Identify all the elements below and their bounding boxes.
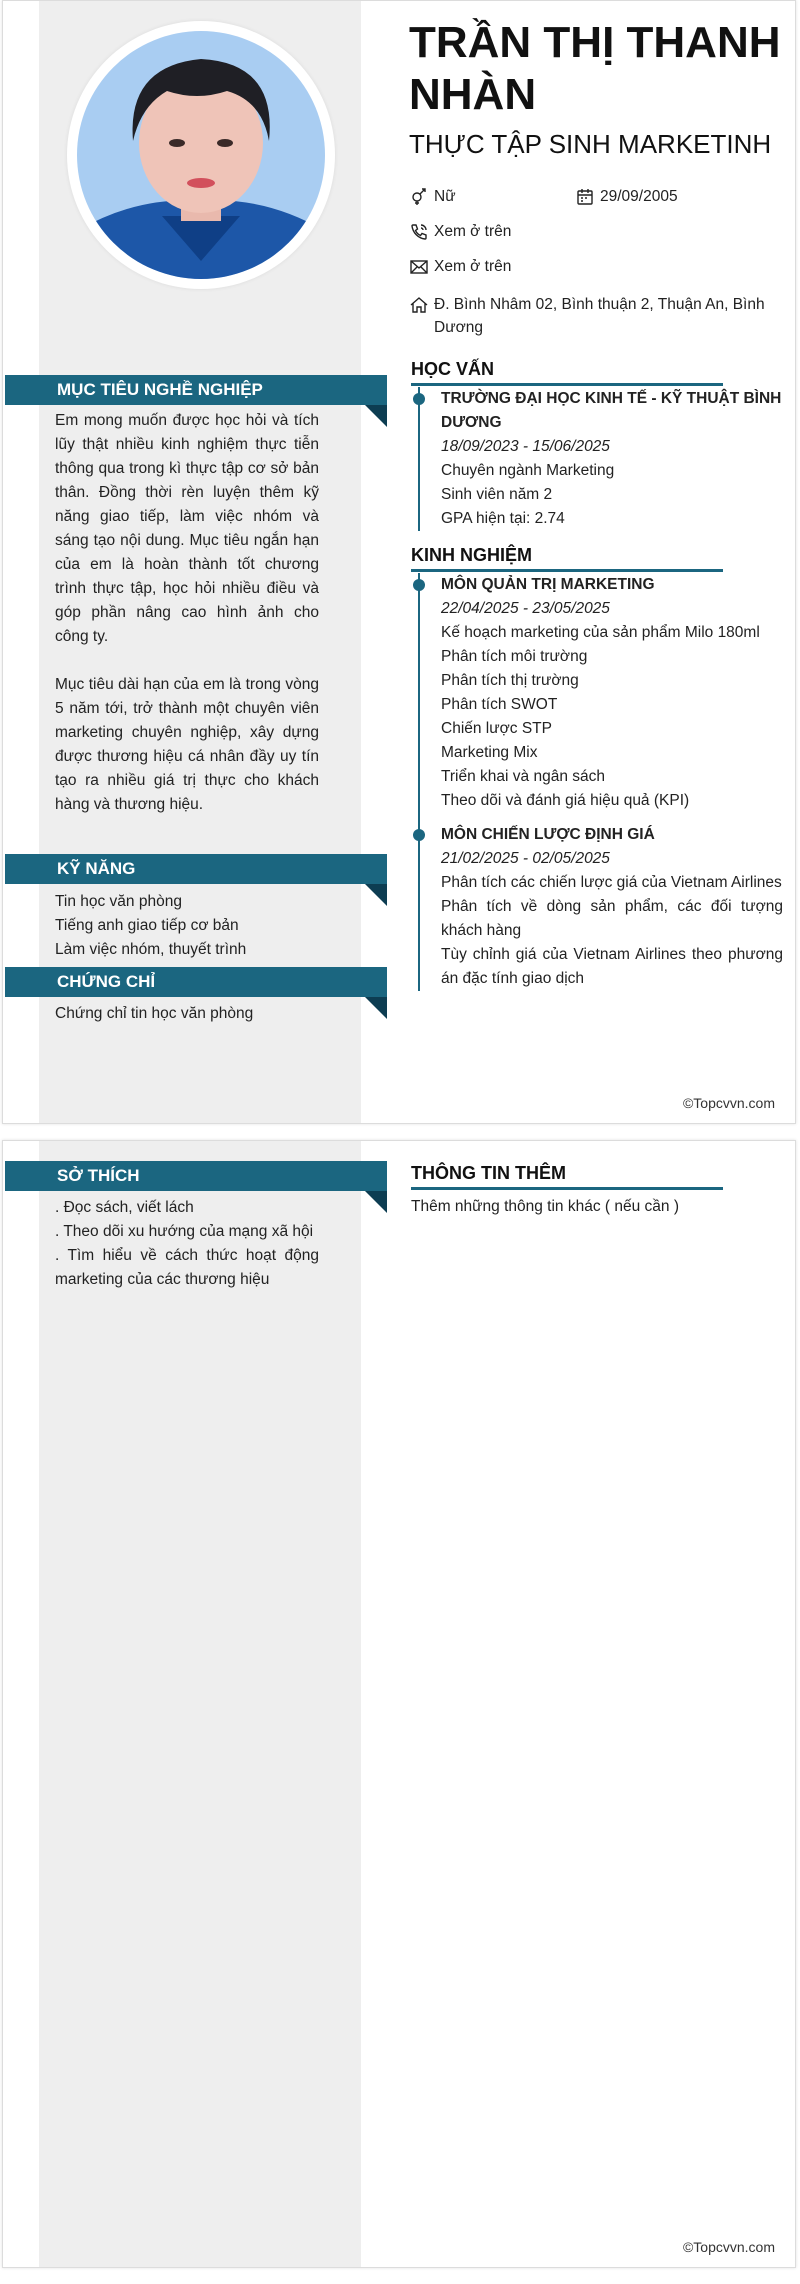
entry-line: Chuyên ngành Marketing <box>441 462 615 479</box>
certificates-heading: CHỨNG CHỈ <box>5 967 387 997</box>
candidate-position: THỰC TẬP SINH MARKETINH <box>409 129 772 159</box>
entry-title: MÔN CHIẾN LƯỢC ĐỊNH GIÁ <box>441 826 655 843</box>
hobby-item: . Theo dõi xu hướng của mạng xã hội <box>55 1223 314 1240</box>
entry-line: Phân tích về dòng sản phẩm, các đối tượng khách hàng <box>441 898 783 939</box>
entry-title: MÔN QUẢN TRỊ MARKETING <box>441 576 655 593</box>
phone-row <box>409 220 511 243</box>
additional-info-heading: THÔNG TIN THÊM <box>411 1161 723 1190</box>
skill-item: Làm việc nhóm, thuyết trình <box>55 941 247 958</box>
objective-body <box>55 409 319 817</box>
candidate-name: TRẦN THỊ THANH NHÀN <box>409 18 781 119</box>
entry-line: Kế hoạch marketing của sản phẩm Milo 180ml <box>441 624 760 641</box>
ribbon-fold <box>365 884 387 906</box>
education-timeline <box>418 387 783 531</box>
entry-line: Chiến lược STP <box>441 720 552 737</box>
address-value: Đ. Bình Nhâm 02, Bình thuận 2, Thuận An, Bình Dương <box>434 296 765 336</box>
entry-line: Theo dõi và đánh giá hiệu quả (KPI) <box>441 792 690 809</box>
objective-paragraph: Em mong muốn được học hỏi và tích lũy thật nhiều kinh nghiệm thực tiễn thông qua trong kì thực tập cơ sở bản thân. Đồng thời rèn luyện thêm kỹ năng giao tiếp, làm việc nhóm và sáng tạo nội dung. Mục tiêu ngắn hạn của em là hoàn thành tốt chương trình thực tập, học hỏi nhiều điều và góp phần nâng cao hình ảnh cho công ty. <box>55 412 319 645</box>
additional-info-text: Thêm những thông tin khác ( nếu cần ) <box>411 1198 680 1215</box>
education-entry <box>441 387 783 531</box>
entry-line: GPA hiện tại: 2.74 <box>441 510 565 527</box>
gender-value: Nữ <box>434 188 456 205</box>
experience-timeline <box>418 573 783 991</box>
entry-date: 22/04/2025 - 23/05/2025 <box>441 600 610 617</box>
experience-entry <box>441 573 783 813</box>
entry-date: 21/02/2025 - 02/05/2025 <box>441 850 610 867</box>
email-value: Xem ở trên <box>434 258 512 275</box>
certificate-item: Chứng chỉ tin học văn phòng <box>55 1005 254 1022</box>
experience-entry <box>441 823 783 991</box>
avatar-photo <box>77 31 325 279</box>
hobby-item: . Đọc sách, viết lách <box>55 1199 194 1216</box>
skills-list <box>55 890 319 962</box>
entry-line: Tùy chỉnh giá của Vietnam Airlines theo phương án đặc tính giao dịch <box>441 946 783 987</box>
certificates-list <box>55 1002 319 1026</box>
objective-paragraph: Mục tiêu dài hạn của em là trong vòng 5 năm tới, trở thành một chuyên viên marketing chuyên nghiệp, xây dựng được thương hiệu cá nhân đầy uy tín tạo ra nhiều giá trị thực cho khách hàng và thương hiệu. <box>55 676 319 813</box>
entry-line: Phân tích môi trường <box>441 648 588 665</box>
home-icon <box>409 295 429 315</box>
objective-heading: MỤC TIÊU NGHỀ NGHIỆP <box>5 375 387 405</box>
timeline-dot <box>413 393 425 405</box>
cv-page-2 <box>2 1140 796 2268</box>
entry-date: 18/09/2023 - 15/06/2025 <box>441 438 610 455</box>
entry-line: Phân tích các chiến lược giá của Vietnam Airlines <box>441 874 782 891</box>
ribbon-fold <box>365 1191 387 1213</box>
email-icon <box>409 257 429 277</box>
skills-heading: KỸ NĂNG <box>5 854 387 884</box>
skill-item: Tiếng anh giao tiếp cơ bản <box>55 917 239 934</box>
timeline-dot <box>413 579 425 591</box>
hobbies-list <box>55 1196 319 1292</box>
entry-line: Phân tích thị trường <box>441 672 579 689</box>
sidebar-background <box>39 1141 361 2267</box>
skills-section-header <box>5 854 387 884</box>
certificates-section-header <box>5 967 387 997</box>
address-row <box>409 293 783 339</box>
avatar <box>67 21 335 289</box>
email-row <box>409 255 511 278</box>
cv-page-1 <box>2 0 796 1124</box>
entry-line: Marketing Mix <box>441 744 538 761</box>
footer-brand: ©Topcvvn.com <box>682 1095 775 1111</box>
footer-brand: ©Topcvvn.com <box>682 2239 775 2255</box>
entry-title: TRƯỜNG ĐẠI HỌC KINH TẾ - KỸ THUẬT BÌNH DƯƠNG <box>441 390 782 431</box>
objective-section-header <box>5 375 387 405</box>
skill-item: Tin học văn phòng <box>55 893 182 910</box>
experience-heading: KINH NGHIỆM <box>411 543 723 572</box>
timeline-dot <box>413 829 425 841</box>
calendar-icon <box>575 187 595 207</box>
ribbon-fold <box>365 997 387 1019</box>
education-heading: HỌC VẤN <box>411 357 723 386</box>
gender-row <box>409 185 456 208</box>
entry-line: Triển khai và ngân sách <box>441 768 605 785</box>
entry-line: Sinh viên năm 2 <box>441 486 553 503</box>
phone-icon <box>409 222 429 242</box>
gender-icon <box>409 187 429 207</box>
birthdate-row <box>575 185 678 208</box>
hobbies-section-header <box>5 1161 387 1191</box>
birthdate-value: 29/09/2005 <box>600 188 678 205</box>
hobbies-heading: SỞ THÍCH <box>5 1161 387 1191</box>
ribbon-fold <box>365 405 387 427</box>
entry-line: Phân tích SWOT <box>441 696 558 713</box>
phone-value: Xem ở trên <box>434 223 512 240</box>
hobby-item: . Tìm hiểu về cách thức hoạt động marketing của các thương hiệu <box>55 1247 319 1288</box>
